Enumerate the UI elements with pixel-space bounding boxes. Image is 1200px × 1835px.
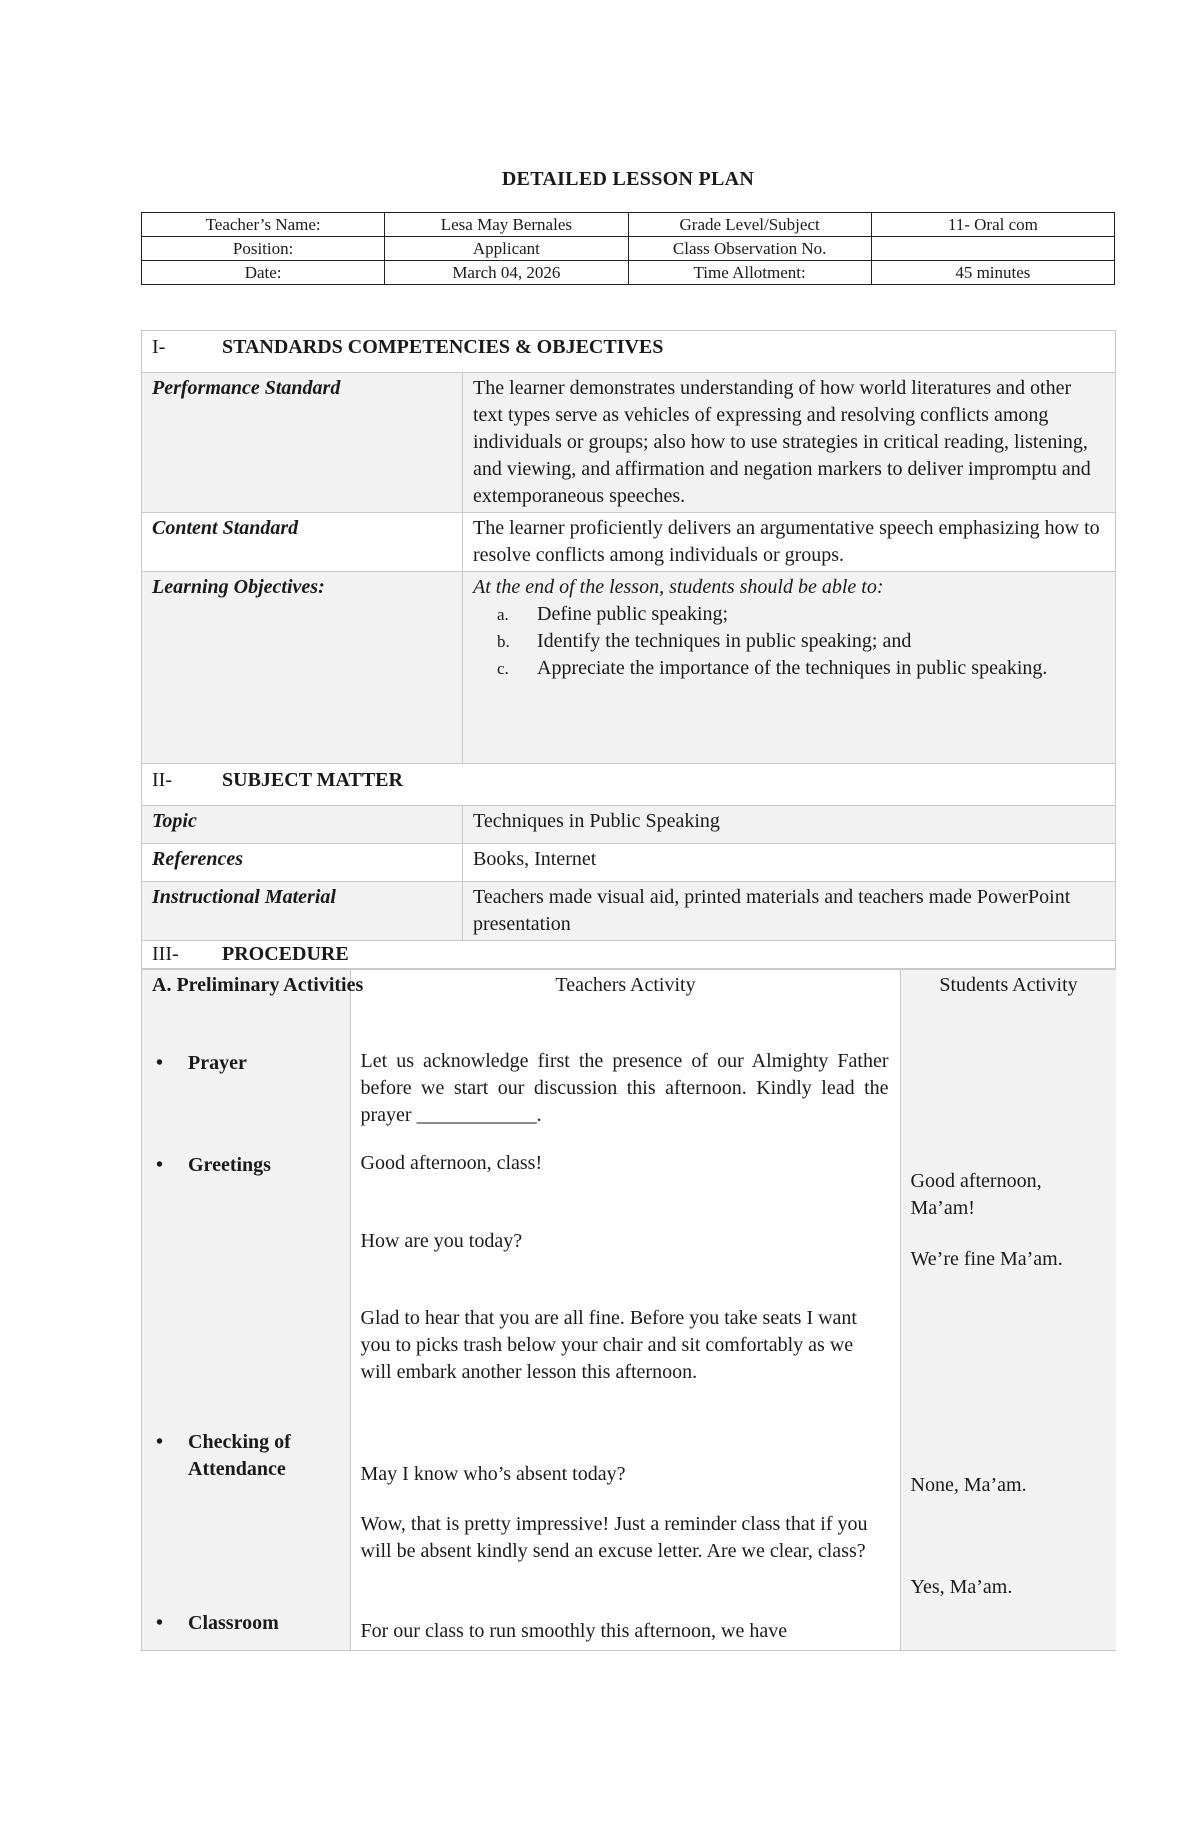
objective-text: Identify the techniques in public speaking; and — [537, 630, 912, 652]
section-header-row — [142, 331, 1116, 373]
section-number: I- — [152, 336, 166, 358]
learning-objectives-cell — [463, 572, 1116, 764]
topic-label: Topic — [142, 806, 463, 844]
info-value: 11- Oral com — [871, 213, 1114, 237]
topic-row — [142, 806, 1116, 844]
section-title: STANDARDS COMPETENCIES & OBJECTIVES — [222, 336, 664, 358]
bullet-classroom — [152, 1610, 348, 1637]
info-value: Lesa May Bernales — [385, 213, 628, 237]
section-header — [142, 331, 1116, 373]
bullet-prayer — [152, 1050, 348, 1077]
procedure-left-column — [142, 970, 364, 1651]
bullet-dot: • — [156, 1431, 164, 1453]
bullet-dot: • — [156, 1612, 164, 1634]
objective-item — [497, 601, 1105, 628]
teacher-prayer-text: Let us acknowledge first the presence of our Almighty Father before we start our discussion this afternoon. Kindly lead the prayer ____________. — [360, 1050, 889, 1126]
references-value: Books, Internet — [463, 844, 1116, 882]
instructional-material-row — [142, 882, 1116, 941]
section-number: II- — [152, 769, 172, 791]
teacher-classroom-text: For our class to run smoothly this afternoon, we have — [360, 1620, 788, 1642]
info-value — [871, 237, 1114, 261]
objective-marker: a. — [497, 605, 509, 624]
bullet-checking-attendance — [152, 1429, 348, 1483]
document-title: DETAILED LESSON PLAN — [501, 168, 755, 190]
instructional-material-label: Instructional Material — [142, 882, 463, 941]
info-row — [142, 261, 1115, 285]
info-value: Applicant — [385, 237, 628, 261]
procedure-table — [142, 969, 1116, 1650]
section-header-row — [142, 764, 1116, 806]
section-header — [142, 764, 1116, 806]
info-value: March 04, 2026 — [385, 261, 628, 285]
bullet-label: Greetings — [188, 1154, 271, 1176]
bullet-greetings — [152, 1152, 348, 1179]
references-row — [142, 844, 1116, 882]
info-row — [142, 237, 1115, 261]
performance-standard-text: The learner demonstrates understanding of how world literatures and other text types serve as vehicles of expressing and resolving conflicts among individuals or groups; also how to use strategies in critical reading, listening, and viewing, and affirmation and negation markers to deliver impromptu and extemporaneous speeches. — [463, 373, 1116, 513]
references-label: References — [142, 844, 463, 882]
info-label: Date: — [142, 261, 385, 285]
section-header-row — [142, 941, 1116, 969]
objectives-list — [473, 601, 1105, 682]
performance-standard-label: Performance Standard — [142, 373, 463, 513]
students-activity-heading: Students Activity — [939, 974, 1078, 996]
objective-marker: c. — [497, 659, 509, 678]
section-header — [142, 941, 1116, 969]
teachers-activity-column — [350, 970, 900, 1651]
teacher-greeting-text: Good afternoon, class! — [360, 1152, 543, 1174]
learning-objectives-row — [142, 572, 1116, 764]
objective-marker: b. — [497, 632, 510, 651]
teacher-attendance-text: May I know who’s absent today? — [360, 1463, 626, 1485]
content-standard-label: Content Standard — [142, 513, 463, 572]
objective-text: Appreciate the importance of the techniques in public speaking. — [537, 657, 1048, 679]
bullet-label: Classroom — [188, 1612, 279, 1634]
procedure-row — [142, 969, 1116, 1651]
bullet-label: Prayer — [188, 1052, 247, 1074]
teacher-instruction-text: Glad to hear that you are all fine. Before you take seats I want you to picks trash below your chair and sit comfortably as we will embark another lesson this afternoon. — [360, 1307, 857, 1383]
bullet-dot: • — [156, 1154, 164, 1176]
section-number: III- — [152, 943, 179, 965]
section-title: SUBJECT MATTER — [222, 769, 403, 791]
students-activity-column — [900, 970, 1116, 1651]
instructional-material-value: Teachers made visual aid, printed materials and teachers made PowerPoint presentation — [463, 882, 1116, 941]
learning-objectives-label: Learning Objectives: — [142, 572, 463, 764]
info-row — [142, 213, 1115, 237]
topic-value: Techniques in Public Speaking — [463, 806, 1116, 844]
info-label: Teacher’s Name: — [142, 213, 385, 237]
info-label: Grade Level/Subject — [628, 213, 871, 237]
bullet-label: Checking of Attendance — [188, 1431, 291, 1480]
student-clear-response: Yes, Ma’am. — [910, 1576, 1013, 1598]
preliminary-activities-heading: A. Preliminary Activities — [152, 974, 364, 996]
student-fine-response: We’re fine Ma’am. — [910, 1248, 1063, 1270]
bullet-dot: • — [156, 1052, 164, 1074]
student-greeting-response: Good afternoon, Ma’am! — [910, 1170, 1042, 1219]
lesson-plan-table — [141, 330, 1116, 1651]
objective-item — [497, 628, 1105, 655]
teacher-reminder-text: Wow, that is pretty impressive! Just a reminder class that if you will be absent kindly send an excuse letter. Are we clear, class? — [360, 1513, 868, 1562]
objectives-intro: At the end of the lesson, students should be able to: — [473, 576, 884, 598]
teacher-question-text: How are you today? — [360, 1230, 523, 1252]
info-label: Position: — [142, 237, 385, 261]
objective-text: Define public speaking; — [537, 603, 729, 625]
procedure-cell — [142, 969, 1116, 1651]
content-standard-row — [142, 513, 1116, 572]
content-standard-text: The learner proficiently delivers an argumentative speech emphasizing how to resolve conflicts among individuals or groups. — [463, 513, 1116, 572]
info-label: Time Allotment: — [628, 261, 871, 285]
objective-item — [497, 655, 1105, 682]
teachers-activity-heading: Teachers Activity — [555, 974, 696, 996]
section-title: PROCEDURE — [222, 943, 349, 965]
info-label: Class Observation No. — [628, 237, 871, 261]
teacher-info-table — [141, 212, 1115, 285]
student-absent-response: None, Ma’am. — [910, 1474, 1027, 1496]
performance-standard-row — [142, 373, 1116, 513]
info-value: 45 minutes — [871, 261, 1114, 285]
